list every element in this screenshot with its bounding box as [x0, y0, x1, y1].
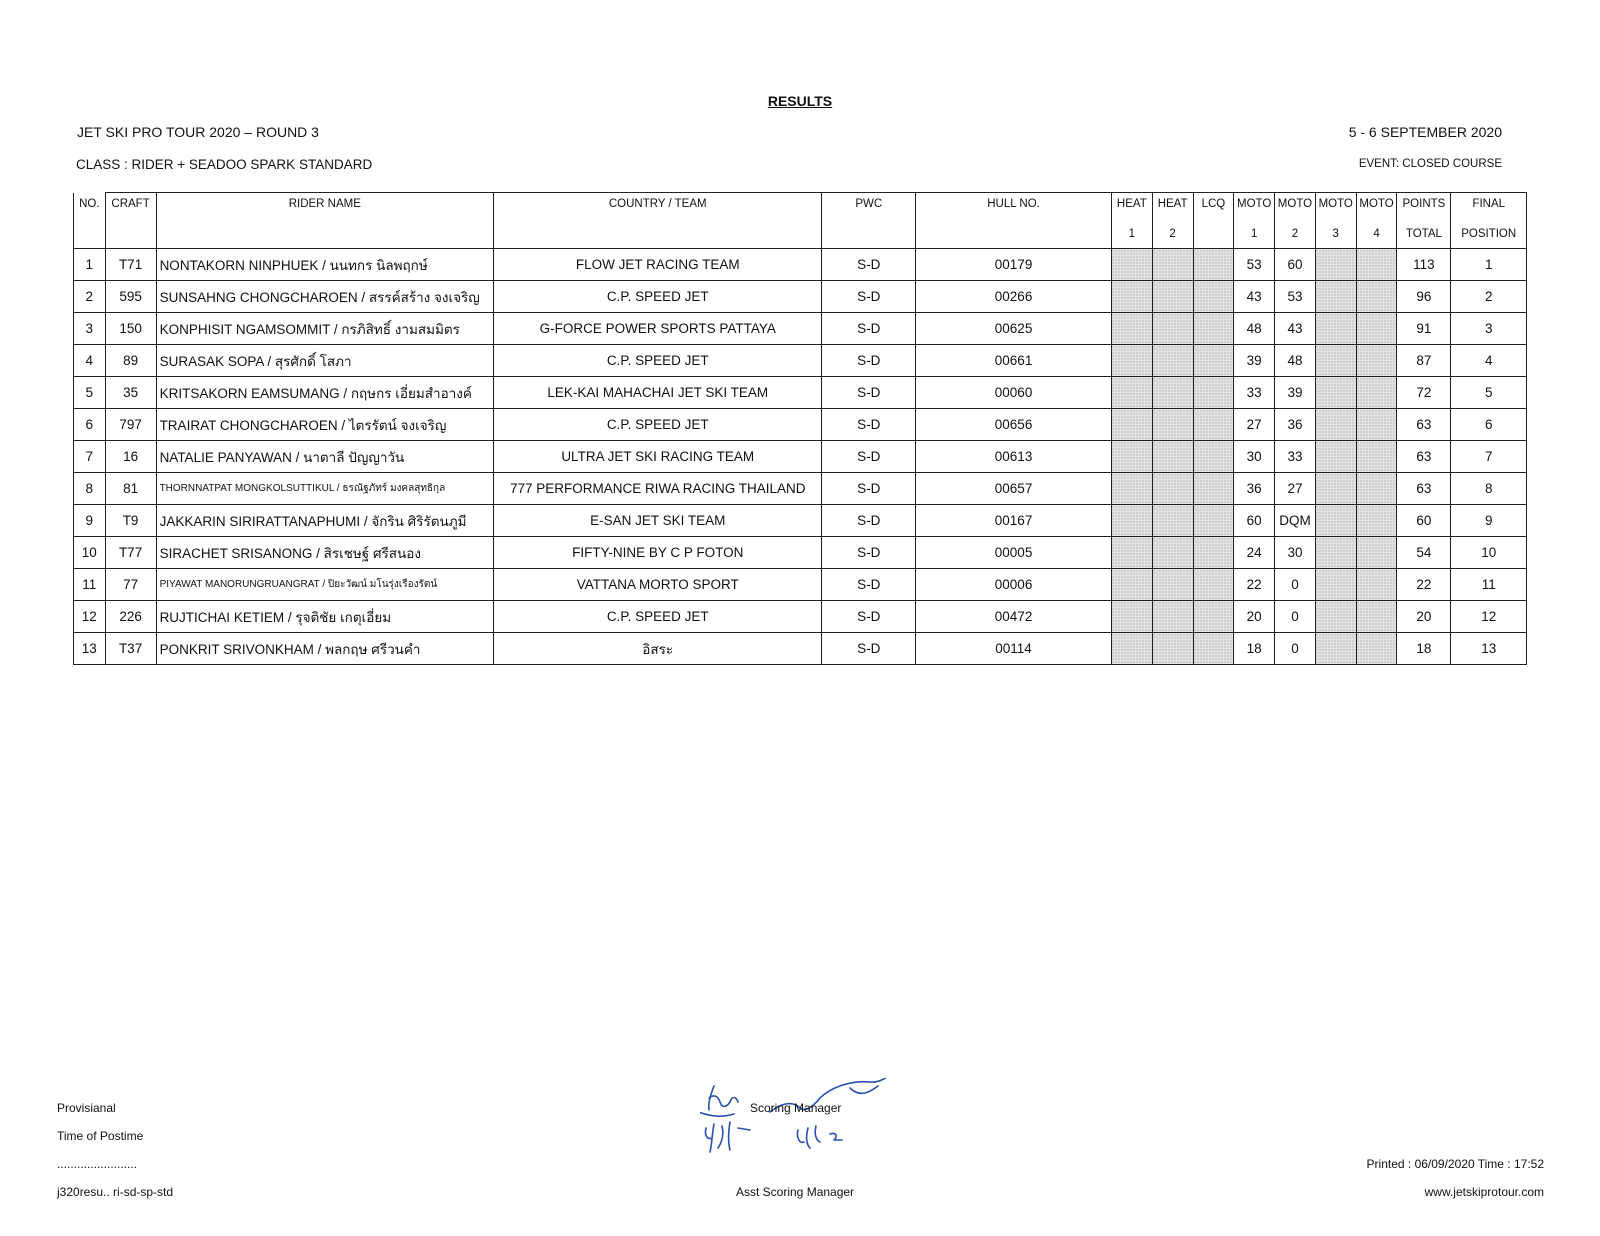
cell-hull-no: 00006 — [916, 569, 1112, 601]
cell-pwc: S-D — [822, 281, 916, 313]
cell-heat-1 — [1111, 473, 1152, 505]
cell-points-total: 20 — [1397, 601, 1451, 633]
cell-rider-name: THORNNATPAT MONGKOLSUTTIKUL / ธรณัฐภัทร์ มงคลสุทธิกุล — [156, 473, 494, 505]
cell-lcq — [1193, 281, 1234, 313]
cell-points-total: 113 — [1397, 249, 1451, 281]
table-row — [74, 313, 1527, 345]
cell-points-total: 63 — [1397, 409, 1451, 441]
table-row — [74, 345, 1527, 377]
cell-final-position: 3 — [1451, 313, 1527, 345]
cell-hull-no: 00266 — [916, 281, 1112, 313]
cell-no: 5 — [74, 377, 106, 409]
cell-points-total: 54 — [1397, 537, 1451, 569]
col-lcq-sub — [1193, 221, 1234, 249]
cell-points-total: 96 — [1397, 281, 1451, 313]
cell-final-position: 1 — [1451, 249, 1527, 281]
cell-lcq — [1193, 473, 1234, 505]
cell-lcq — [1193, 249, 1234, 281]
class-name: CLASS : RIDER + SEADOO SPARK STANDARD — [76, 157, 373, 172]
cell-moto-3 — [1315, 313, 1356, 345]
cell-rider-name: SURASAK SOPA / สุรศักดิ์ โสภา — [156, 345, 494, 377]
cell-rider-name: PONKRIT SRIVONKHAM / พลกฤษ ศรีวนคำ — [156, 633, 494, 665]
cell-craft: 81 — [105, 473, 156, 505]
cell-pwc: S-D — [822, 569, 916, 601]
cell-moto-2: 53 — [1275, 281, 1316, 313]
cell-final-position: 2 — [1451, 281, 1527, 313]
table-row — [74, 537, 1527, 569]
cell-pwc: S-D — [822, 377, 916, 409]
cell-rider-name: TRAIRAT CHONGCHAROEN / ไตรรัตน์ จงเจริญ — [156, 409, 494, 441]
cell-pwc: S-D — [822, 601, 916, 633]
cell-rider-name: RUJTICHAI KETIEM / รุจติชัย เกตุเอี่ยม — [156, 601, 494, 633]
cell-moto-1: 22 — [1234, 569, 1275, 601]
cell-pwc: S-D — [822, 441, 916, 473]
cell-heat-1 — [1111, 345, 1152, 377]
col-no: NO. — [74, 193, 106, 221]
cell-points-total: 22 — [1397, 569, 1451, 601]
cell-moto-3 — [1315, 249, 1356, 281]
cell-moto-4 — [1356, 441, 1397, 473]
col-moto-4: MOTO — [1356, 193, 1397, 221]
cell-country-team: C.P. SPEED JET — [494, 281, 822, 313]
cell-no: 2 — [74, 281, 106, 313]
cell-no: 7 — [74, 441, 106, 473]
cell-hull-no: 00661 — [916, 345, 1112, 377]
cell-heat-1 — [1111, 633, 1152, 665]
cell-points-total: 60 — [1397, 505, 1451, 537]
cell-pwc: S-D — [822, 633, 916, 665]
cell-heat-1 — [1111, 601, 1152, 633]
cell-moto-3 — [1315, 537, 1356, 569]
cell-heat-2 — [1152, 377, 1193, 409]
cell-points-total: 63 — [1397, 473, 1451, 505]
cell-no: 12 — [74, 601, 106, 633]
cell-country-team: E-SAN JET SKI TEAM — [494, 505, 822, 537]
cell-hull-no: 00060 — [916, 377, 1112, 409]
cell-heat-2 — [1152, 601, 1193, 633]
cell-points-total: 91 — [1397, 313, 1451, 345]
table-row — [74, 409, 1527, 441]
cell-moto-4 — [1356, 409, 1397, 441]
cell-pwc: S-D — [822, 537, 916, 569]
col-moto-3: MOTO — [1315, 193, 1356, 221]
cell-moto-2: 27 — [1275, 473, 1316, 505]
cell-hull-no: 00472 — [916, 601, 1112, 633]
cell-moto-3 — [1315, 505, 1356, 537]
col-team-sub — [494, 221, 822, 249]
col-moto-1-sub: 1 — [1234, 221, 1275, 249]
cell-rider-name: JAKKARIN SIRIRATTANAPHUMI / จักริน ศิริรัตนภูมี — [156, 505, 494, 537]
cell-final-position: 11 — [1451, 569, 1527, 601]
cell-moto-2: 43 — [1275, 313, 1316, 345]
cell-lcq — [1193, 505, 1234, 537]
col-moto-2-sub: 2 — [1275, 221, 1316, 249]
col-moto-4-sub: 4 — [1356, 221, 1397, 249]
cell-heat-2 — [1152, 441, 1193, 473]
cell-heat-2 — [1152, 345, 1193, 377]
cell-heat-1 — [1111, 313, 1152, 345]
cell-craft: T77 — [105, 537, 156, 569]
cell-final-position: 7 — [1451, 441, 1527, 473]
table-row — [74, 601, 1527, 633]
cell-rider-name: NONTAKORN NINPHUEK / นนทกร นิลพฤกษ์ — [156, 249, 494, 281]
cell-rider-name: PIYAWAT MANORUNGRUANGRAT / ปิยะวัฒน์ มโนรุ่งเรืองรัตน์ — [156, 569, 494, 601]
asst-scoring-manager-label: Asst Scoring Manager — [736, 1185, 855, 1199]
cell-lcq — [1193, 601, 1234, 633]
cell-craft: T37 — [105, 633, 156, 665]
cell-moto-1: 27 — [1234, 409, 1275, 441]
cell-heat-2 — [1152, 281, 1193, 313]
cell-moto-4 — [1356, 377, 1397, 409]
cell-heat-2 — [1152, 313, 1193, 345]
cell-points-total: 63 — [1397, 441, 1451, 473]
cell-pwc: S-D — [822, 313, 916, 345]
cell-lcq — [1193, 409, 1234, 441]
cell-moto-1: 43 — [1234, 281, 1275, 313]
cell-moto-1: 30 — [1234, 441, 1275, 473]
cell-moto-1: 33 — [1234, 377, 1275, 409]
cell-country-team: VATTANA MORTO SPORT — [494, 569, 822, 601]
cell-moto-4 — [1356, 537, 1397, 569]
cell-lcq — [1193, 377, 1234, 409]
cell-moto-1: 53 — [1234, 249, 1275, 281]
cell-moto-3 — [1315, 377, 1356, 409]
col-moto-3-sub: 3 — [1315, 221, 1356, 249]
col-hull-no: HULL NO. — [916, 193, 1112, 221]
table-body — [74, 249, 1527, 665]
file-reference: j320resu.. ri-sd-sp-std — [57, 1185, 174, 1199]
cell-moto-3 — [1315, 281, 1356, 313]
cell-hull-no: 00167 — [916, 505, 1112, 537]
signature-image — [700, 1078, 915, 1178]
cell-country-team: FLOW JET RACING TEAM — [494, 249, 822, 281]
cell-moto-2: 60 — [1275, 249, 1316, 281]
cell-final-position: 8 — [1451, 473, 1527, 505]
event-name: JET SKI PRO TOUR 2020 – ROUND 3 — [77, 124, 319, 140]
website-text: www.jetskiprotour.com — [1424, 1185, 1544, 1199]
col-lcq: LCQ — [1193, 193, 1234, 221]
cell-moto-2: 33 — [1275, 441, 1316, 473]
cell-no: 3 — [74, 313, 106, 345]
cell-moto-4 — [1356, 473, 1397, 505]
cell-craft: 89 — [105, 345, 156, 377]
col-points-total: POINTS — [1397, 193, 1451, 221]
cell-heat-2 — [1152, 473, 1193, 505]
cell-moto-2: 48 — [1275, 345, 1316, 377]
cell-lcq — [1193, 345, 1234, 377]
col-craft: CRAFT — [105, 193, 156, 221]
cell-moto-3 — [1315, 441, 1356, 473]
cell-craft: 226 — [105, 601, 156, 633]
cell-moto-2: 30 — [1275, 537, 1316, 569]
cell-hull-no: 00613 — [916, 441, 1112, 473]
postime-value: ........................ — [57, 1157, 138, 1171]
printed-timestamp: Printed : 06/09/2020 Time : 17:52 — [1366, 1157, 1544, 1171]
cell-moto-1: 18 — [1234, 633, 1275, 665]
col-final-position: FINAL — [1451, 193, 1527, 221]
event-type: EVENT: CLOSED COURSE — [1358, 158, 1502, 170]
cell-final-position: 9 — [1451, 505, 1527, 537]
cell-moto-1: 20 — [1234, 601, 1275, 633]
col-craft-sub — [105, 221, 156, 249]
cell-moto-4 — [1356, 345, 1397, 377]
cell-heat-1 — [1111, 281, 1152, 313]
cell-moto-3 — [1315, 601, 1356, 633]
cell-final-position: 4 — [1451, 345, 1527, 377]
cell-country-team: C.P. SPEED JET — [494, 601, 822, 633]
cell-craft: T9 — [105, 505, 156, 537]
col-heat-1: HEAT — [1111, 193, 1152, 221]
document-title: RESULTS — [767, 93, 833, 109]
col-heat-1-sub: 1 — [1111, 221, 1152, 249]
col-final-sub: POSITION — [1451, 221, 1527, 249]
cell-country-team: 777 PERFORMANCE RIWA RACING THAILAND — [494, 473, 822, 505]
cell-heat-2 — [1152, 409, 1193, 441]
cell-craft: 595 — [105, 281, 156, 313]
cell-moto-3 — [1315, 473, 1356, 505]
cell-moto-1: 24 — [1234, 537, 1275, 569]
table-row — [74, 377, 1527, 409]
cell-moto-4 — [1356, 569, 1397, 601]
cell-country-team: C.P. SPEED JET — [494, 409, 822, 441]
cell-moto-4 — [1356, 313, 1397, 345]
table-row — [74, 281, 1527, 313]
cell-moto-2: 36 — [1275, 409, 1316, 441]
cell-moto-2: 0 — [1275, 633, 1316, 665]
cell-points-total: 18 — [1397, 633, 1451, 665]
cell-hull-no: 00625 — [916, 313, 1112, 345]
cell-moto-1: 60 — [1234, 505, 1275, 537]
cell-final-position: 13 — [1451, 633, 1527, 665]
cell-country-team: FIFTY-NINE BY C P FOTON — [494, 537, 822, 569]
col-moto-2: MOTO — [1275, 193, 1316, 221]
cell-hull-no: 00005 — [916, 537, 1112, 569]
cell-heat-1 — [1111, 441, 1152, 473]
cell-no: 11 — [74, 569, 106, 601]
cell-hull-no: 00657 — [916, 473, 1112, 505]
cell-country-team: ULTRA JET SKI RACING TEAM — [494, 441, 822, 473]
cell-pwc: S-D — [822, 473, 916, 505]
cell-moto-3 — [1315, 409, 1356, 441]
cell-country-team: อิสระ — [494, 633, 822, 665]
col-pwc-sub — [822, 221, 916, 249]
cell-hull-no: 00656 — [916, 409, 1112, 441]
cell-lcq — [1193, 569, 1234, 601]
cell-hull-no: 00179 — [916, 249, 1112, 281]
cell-rider-name: KONPHISIT NGAMSOMMIT / กรภิสิทธิ์ งามสมมิตร — [156, 313, 494, 345]
cell-final-position: 12 — [1451, 601, 1527, 633]
cell-pwc: S-D — [822, 505, 916, 537]
table-row — [74, 569, 1527, 601]
cell-final-position: 5 — [1451, 377, 1527, 409]
cell-moto-3 — [1315, 569, 1356, 601]
cell-heat-2 — [1152, 505, 1193, 537]
cell-country-team: LEK-KAI MAHACHAI JET SKI TEAM — [494, 377, 822, 409]
cell-moto-4 — [1356, 249, 1397, 281]
cell-lcq — [1193, 633, 1234, 665]
cell-moto-1: 39 — [1234, 345, 1275, 377]
cell-rider-name: KRITSAKORN EAMSUMANG / กฤษกร เอี่ยมสำอางค์ — [156, 377, 494, 409]
scoring-manager-label: Scoring Manager — [750, 1101, 842, 1115]
cell-craft: 35 — [105, 377, 156, 409]
cell-pwc: S-D — [822, 249, 916, 281]
cell-country-team: G-FORCE POWER SPORTS PATTAYA — [494, 313, 822, 345]
col-rider-name: RIDER NAME — [156, 193, 494, 221]
table-header — [74, 193, 1527, 249]
cell-moto-2: 0 — [1275, 601, 1316, 633]
col-heat-2-sub: 2 — [1152, 221, 1193, 249]
cell-hull-no: 00114 — [916, 633, 1112, 665]
cell-no: 9 — [74, 505, 106, 537]
cell-craft: 77 — [105, 569, 156, 601]
table-row — [74, 633, 1527, 665]
cell-heat-1 — [1111, 537, 1152, 569]
cell-heat-1 — [1111, 249, 1152, 281]
col-country-team: COUNTRY / TEAM — [494, 193, 822, 221]
cell-heat-2 — [1152, 537, 1193, 569]
cell-moto-2: 0 — [1275, 569, 1316, 601]
cell-final-position: 10 — [1451, 537, 1527, 569]
cell-moto-4 — [1356, 633, 1397, 665]
cell-moto-3 — [1315, 345, 1356, 377]
table-row — [74, 473, 1527, 505]
cell-pwc: S-D — [822, 345, 916, 377]
cell-points-total: 72 — [1397, 377, 1451, 409]
cell-moto-2: 39 — [1275, 377, 1316, 409]
cell-heat-1 — [1111, 569, 1152, 601]
cell-heat-2 — [1152, 569, 1193, 601]
col-no-sub — [74, 221, 106, 249]
col-rider-sub — [156, 221, 494, 249]
col-pwc: PWC — [822, 193, 916, 221]
provisional-label: Provisianal — [57, 1101, 116, 1115]
cell-heat-1 — [1111, 377, 1152, 409]
event-dates: 5 - 6 SEPTEMBER 2020 — [1348, 124, 1502, 140]
cell-moto-2: DQM — [1275, 505, 1316, 537]
cell-rider-name: SUNSAHNG CHONGCHAROEN / สรรค์สร้าง จงเจริญ — [156, 281, 494, 313]
cell-moto-4 — [1356, 505, 1397, 537]
cell-no: 1 — [74, 249, 106, 281]
col-heat-2: HEAT — [1152, 193, 1193, 221]
cell-lcq — [1193, 441, 1234, 473]
cell-craft: T71 — [105, 249, 156, 281]
cell-no: 13 — [74, 633, 106, 665]
cell-craft: 16 — [105, 441, 156, 473]
cell-heat-2 — [1152, 633, 1193, 665]
results-table — [73, 192, 1527, 665]
cell-lcq — [1193, 313, 1234, 345]
cell-heat-1 — [1111, 505, 1152, 537]
cell-no: 10 — [74, 537, 106, 569]
cell-no: 4 — [74, 345, 106, 377]
cell-pwc: S-D — [822, 409, 916, 441]
cell-rider-name: NATALIE PANYAWAN / นาตาลี ปัญญาวัน — [156, 441, 494, 473]
cell-moto-4 — [1356, 601, 1397, 633]
table-row — [74, 441, 1527, 473]
col-points-sub: TOTAL — [1397, 221, 1451, 249]
table-row — [74, 249, 1527, 281]
cell-final-position: 6 — [1451, 409, 1527, 441]
cell-moto-1: 36 — [1234, 473, 1275, 505]
cell-no: 6 — [74, 409, 106, 441]
cell-heat-1 — [1111, 409, 1152, 441]
cell-heat-2 — [1152, 249, 1193, 281]
cell-craft: 797 — [105, 409, 156, 441]
cell-moto-4 — [1356, 281, 1397, 313]
cell-rider-name: SIRACHET SRISANONG / สิรเชษฐ์ ศรีสนอง — [156, 537, 494, 569]
cell-points-total: 87 — [1397, 345, 1451, 377]
col-hull-sub — [916, 221, 1112, 249]
postime-label: Time of Postime — [57, 1129, 144, 1143]
col-moto-1: MOTO — [1234, 193, 1275, 221]
table-row — [74, 505, 1527, 537]
cell-lcq — [1193, 537, 1234, 569]
cell-moto-3 — [1315, 633, 1356, 665]
cell-country-team: C.P. SPEED JET — [494, 345, 822, 377]
cell-moto-1: 48 — [1234, 313, 1275, 345]
cell-craft: 150 — [105, 313, 156, 345]
cell-no: 8 — [74, 473, 106, 505]
